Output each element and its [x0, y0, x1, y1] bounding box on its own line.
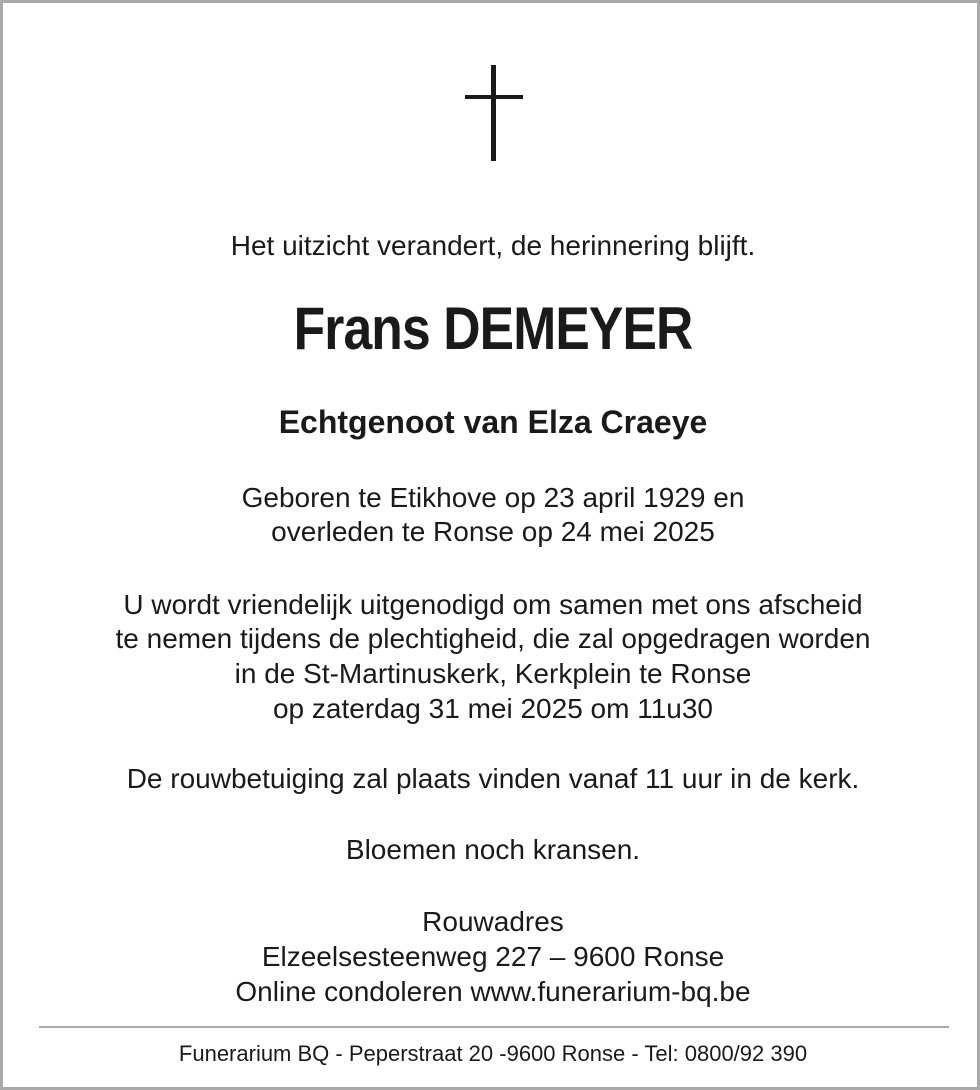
condolence-visit-line: De rouwbetuiging zal plaats vinden vanaf 11 uur in de kerk.	[126, 763, 860, 794]
cross-horizontal-bar	[465, 95, 523, 99]
footer-divider	[39, 1026, 949, 1028]
cross-vertical-bar	[491, 65, 496, 161]
address-street: Elzeelsesteenweg 227 – 9600 Ronse	[261, 941, 725, 972]
invitation-line: te nemen tijdens de plechtigheid, die zal opgedragen worden	[115, 623, 871, 654]
online-condolence-line: Online condoleren www.funerarium-bq.be	[235, 976, 751, 1007]
deceased-name: Frans DEMEYER	[293, 295, 693, 362]
invitation-line: U wordt vriendelijk uitgenodigd om samen met ons afscheid	[123, 589, 863, 620]
death-line: overleden te Ronse op 24 mei 2025	[271, 516, 715, 547]
address-label: Rouwadres	[422, 906, 564, 937]
birth-line: Geboren te Etikhove op 23 april 1929 en	[241, 482, 745, 513]
flowers-line: Bloemen noch kransen.	[345, 834, 641, 865]
invitation-line: op zaterdag 31 mei 2025 om 11u30	[272, 693, 713, 724]
cross-icon	[465, 65, 523, 162]
funeral-home-footer: Funerarium BQ - Peperstraat 20 -9600 Ronse - Tel: 0800/92 390	[178, 1041, 808, 1066]
spouse-line: Echtgenoot van Elza Craeye	[278, 404, 708, 440]
motto: Het uitzicht verandert, de herinnering blijft.	[230, 230, 756, 261]
invitation-line: in de St-Martinuskerk, Kerkplein te Ronse	[234, 658, 752, 689]
